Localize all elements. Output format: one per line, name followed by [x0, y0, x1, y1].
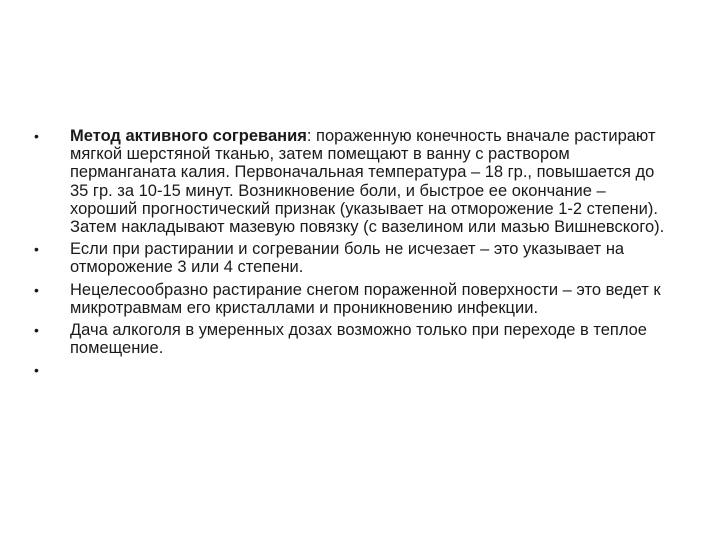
bullet-dot-icon: • [34, 241, 39, 258]
bullet-item-5 [34, 361, 674, 379]
bullet-dot-icon: • [34, 128, 39, 144]
bullet-dot-icon: • [34, 322, 39, 339]
bullet-list [34, 127, 674, 383]
bullet-text: Нецелесообразно растирание снегом пораженной поверхности – это ведет к микротравмам его кристаллами и проникновению инфекции. [70, 280, 661, 317]
bullet-item-4 [34, 321, 674, 357]
bullet-item-2 [34, 240, 674, 276]
bullet-item-1 [34, 127, 674, 236]
bullet-item-3 [34, 281, 674, 317]
bullet-text: Если при растирании и согревании боль не исчезает – это указывает на отморожение 3 или 4 степени. [70, 240, 625, 277]
bullet-text: Дача алкоголя в умеренных дозах возможно только при переходе в теплое помещение. [70, 321, 647, 358]
bullet-bold-text: Метод активного согревания [70, 127, 307, 145]
bullet-dot-icon: • [34, 362, 39, 379]
bullet-text: : пораженную конечность вначале растирают мягкой шерстяной тканью, затем помещают в ванну с раствором перманганата калия. Первоначальная температура – 18 гр., повышается до 35 гр. за 10-15 минут. Возникновение боли, и быстрое ее окончание – хороший прогностический признак (указывает на отморожение 1-2 степени). Затем накладывают мазевую повязку (с вазелином или мазью Вишневского). [70, 127, 665, 237]
bullet-dot-icon: • [34, 281, 39, 298]
